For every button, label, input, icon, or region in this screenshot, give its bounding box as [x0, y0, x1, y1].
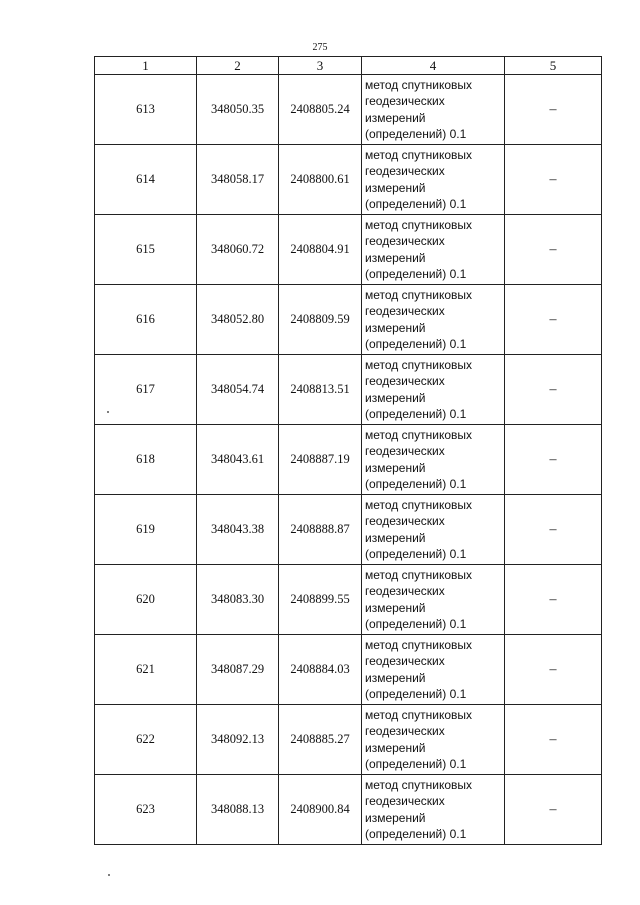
method-line: (определений) 0.1	[365, 407, 467, 421]
method-line: измерений	[365, 810, 426, 825]
point-number-cell: 617	[95, 355, 197, 425]
method-cell	[362, 635, 505, 705]
table-row	[95, 355, 602, 425]
method-line: измерений	[365, 390, 426, 405]
table-header-row	[95, 57, 602, 75]
method-line: метод спутниковых	[365, 707, 473, 722]
header-col-5: 5	[505, 57, 602, 75]
method-line: геодезических	[365, 164, 445, 178]
header-col-4: 4	[362, 57, 505, 75]
method-line: геодезических	[365, 304, 445, 318]
table-body	[95, 75, 602, 845]
y-coordinate-cell: 2408800.61	[279, 145, 362, 215]
method-line: измерений	[365, 530, 426, 545]
y-coordinate-cell: 2408804.91	[279, 215, 362, 285]
method-line: измерений	[365, 110, 426, 125]
note-cell: –	[505, 775, 602, 845]
y-coordinate-cell: 2408884.03	[279, 635, 362, 705]
scan-speck	[108, 874, 110, 876]
y-coordinate-cell: 2408805.24	[279, 75, 362, 145]
y-coordinate-cell: 2408899.55	[279, 565, 362, 635]
method-cell	[362, 75, 505, 145]
table-row	[95, 145, 602, 215]
note-cell: –	[505, 705, 602, 775]
y-coordinate-cell: 2408887.19	[279, 425, 362, 495]
method-line: метод спутниковых	[365, 637, 473, 652]
method-line: геодезических	[365, 724, 445, 738]
method-cell	[362, 495, 505, 565]
point-number-cell: 622	[95, 705, 197, 775]
point-number-cell: 620	[95, 565, 197, 635]
method-line: (определений) 0.1	[365, 687, 467, 701]
method-cell	[362, 285, 505, 355]
method-line: геодезических	[365, 584, 445, 598]
x-coordinate-cell: 348043.61	[197, 425, 279, 495]
x-coordinate-cell: 348060.72	[197, 215, 279, 285]
note-cell: –	[505, 355, 602, 425]
method-line: измерений	[365, 250, 426, 265]
method-cell	[362, 775, 505, 845]
table-row	[95, 635, 602, 705]
method-line: (определений) 0.1	[365, 267, 467, 281]
method-line: (определений) 0.1	[365, 477, 467, 491]
method-line: метод спутниковых	[365, 77, 473, 92]
table-row	[95, 215, 602, 285]
x-coordinate-cell: 348054.74	[197, 355, 279, 425]
method-cell	[362, 145, 505, 215]
method-line: измерений	[365, 670, 426, 685]
method-line: метод спутниковых	[365, 357, 473, 372]
table-row	[95, 285, 602, 355]
x-coordinate-cell: 348088.13	[197, 775, 279, 845]
table-row	[95, 425, 602, 495]
method-cell	[362, 215, 505, 285]
method-line: геодезических	[365, 514, 445, 528]
point-number-cell: 616	[95, 285, 197, 355]
note-cell: –	[505, 75, 602, 145]
method-cell	[362, 425, 505, 495]
method-line: геодезических	[365, 374, 445, 388]
note-cell: –	[505, 215, 602, 285]
y-coordinate-cell: 2408900.84	[279, 775, 362, 845]
note-cell: –	[505, 495, 602, 565]
method-line: (определений) 0.1	[365, 127, 467, 141]
note-cell: –	[505, 145, 602, 215]
method-line: метод спутниковых	[365, 777, 473, 792]
page-number: 275	[312, 42, 328, 53]
method-line: метод спутниковых	[365, 287, 473, 302]
method-line: (определений) 0.1	[365, 337, 467, 351]
table-row	[95, 495, 602, 565]
point-number-cell: 614	[95, 145, 197, 215]
method-line: геодезических	[365, 234, 445, 248]
method-cell	[362, 355, 505, 425]
table-row	[95, 705, 602, 775]
x-coordinate-cell: 348058.17	[197, 145, 279, 215]
table-row	[95, 775, 602, 845]
x-coordinate-cell: 348083.30	[197, 565, 279, 635]
header-col-3: 3	[279, 57, 362, 75]
method-line: (определений) 0.1	[365, 757, 467, 771]
method-line: (определений) 0.1	[365, 617, 467, 631]
note-cell: –	[505, 285, 602, 355]
scan-speck	[107, 411, 109, 413]
point-number-cell: 613	[95, 75, 197, 145]
table-row	[95, 75, 602, 145]
method-cell	[362, 565, 505, 635]
method-line: метод спутниковых	[365, 147, 473, 162]
method-line: геодезических	[365, 444, 445, 458]
method-line: (определений) 0.1	[365, 197, 467, 211]
y-coordinate-cell: 2408888.87	[279, 495, 362, 565]
table-row	[95, 565, 602, 635]
method-line: измерений	[365, 600, 426, 615]
header-col-1: 1	[95, 57, 197, 75]
method-line: измерений	[365, 320, 426, 335]
x-coordinate-cell: 348052.80	[197, 285, 279, 355]
method-line: геодезических	[365, 794, 445, 808]
note-cell: –	[505, 565, 602, 635]
point-number-cell: 619	[95, 495, 197, 565]
y-coordinate-cell: 2408813.51	[279, 355, 362, 425]
method-line: геодезических	[365, 94, 445, 108]
point-number-cell: 623	[95, 775, 197, 845]
method-line: измерений	[365, 740, 426, 755]
y-coordinate-cell: 2408885.27	[279, 705, 362, 775]
point-number-cell: 618	[95, 425, 197, 495]
note-cell: –	[505, 425, 602, 495]
note-cell: –	[505, 635, 602, 705]
method-line: измерений	[365, 180, 426, 195]
method-line: измерений	[365, 460, 426, 475]
x-coordinate-cell: 348043.38	[197, 495, 279, 565]
method-line: метод спутниковых	[365, 217, 473, 232]
coordinates-table	[94, 56, 602, 845]
x-coordinate-cell: 348087.29	[197, 635, 279, 705]
header-col-2: 2	[197, 57, 279, 75]
y-coordinate-cell: 2408809.59	[279, 285, 362, 355]
method-line: метод спутниковых	[365, 497, 473, 512]
method-line: метод спутниковых	[365, 427, 473, 442]
x-coordinate-cell: 348050.35	[197, 75, 279, 145]
point-number-cell: 615	[95, 215, 197, 285]
method-line: (определений) 0.1	[365, 547, 467, 561]
method-line: геодезических	[365, 654, 445, 668]
method-cell	[362, 705, 505, 775]
method-line: метод спутниковых	[365, 567, 473, 582]
method-line: (определений) 0.1	[365, 827, 467, 841]
x-coordinate-cell: 348092.13	[197, 705, 279, 775]
point-number-cell: 621	[95, 635, 197, 705]
